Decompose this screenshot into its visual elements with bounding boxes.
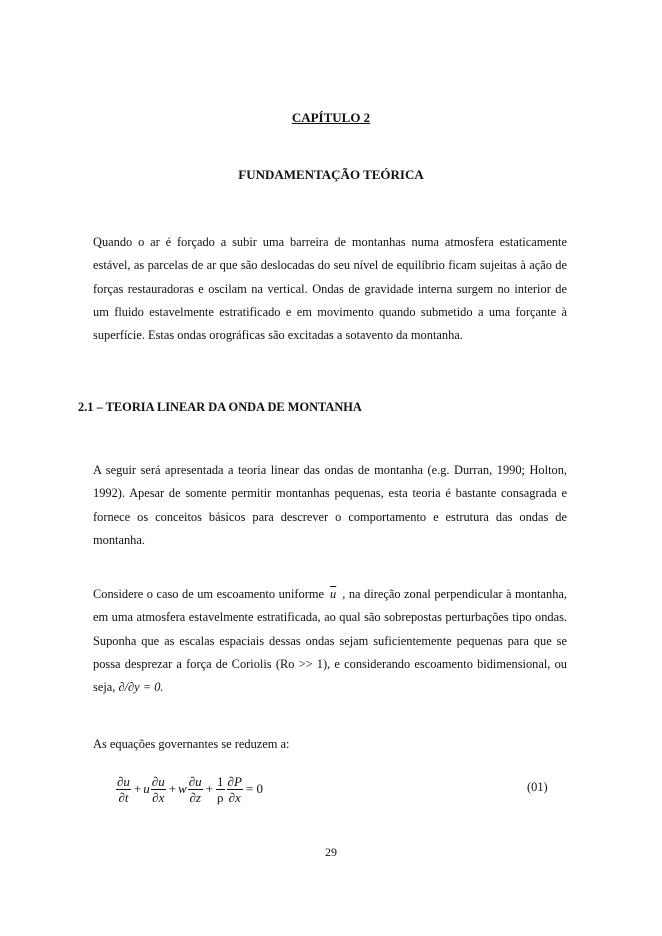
eq-term-4-denominator: ρ — [217, 789, 224, 805]
eq-term-4 — [216, 774, 225, 805]
equation-number: (01) — [527, 780, 548, 794]
consider-text-after: , na direção zonal perpendicular à montanha, em uma atmosfera estavelmente estratificada, ao qual são sobrepostas perturbações tipo ondas. Suponha que as escalas espaciais dessas ondas sejam suficientemente pequenas para que se possa desprezar a força de Coriolis (Ro >> 1), e considerando escoamento bidimensional, ou seja, — [93, 587, 567, 695]
eq-plus-3: + — [205, 781, 214, 796]
eq-term-1 — [116, 774, 131, 805]
eq-term-3-numerator: ∂u — [188, 773, 202, 789]
eq-term-5 — [227, 774, 243, 805]
eq-term-4-numerator: 1 — [217, 773, 224, 789]
momentum-equation — [115, 764, 265, 814]
eq-term-2-numerator: ∂u — [151, 773, 165, 789]
equations-intro: As equações governantes se reduzem a: — [93, 737, 290, 751]
consider-text-before: Considere o caso de um escoamento uniforme — [93, 587, 325, 601]
intro-paragraph: Quando o ar é forçado a subir uma barreira de montanhas numa atmosfera estaticamente estável, as parcelas de ar que são deslocadas do seu nível de equilíbrio ficam sujeitas à ação de forças restauradoras e oscilam na vertical. Ondas de gravidade interna surgem no interior de um fluido estavelmente estratificado e em movimento quando submetido a uma forçante à superfície. Estas ondas orográficas são excitadas a sotavento da montanha. — [93, 235, 567, 343]
section-heading: 2.1 – TEORIA LINEAR DA ONDA DE MONTANHA — [78, 400, 362, 414]
eq-coef-w: w — [178, 781, 187, 796]
eq-plus-2: + — [168, 781, 177, 796]
eq-term-1-denominator: ∂t — [118, 789, 129, 805]
chapter-label: CAPÍTULO 2 — [291, 110, 371, 125]
eq-term-2-denominator: ∂x — [152, 789, 165, 805]
mean-wind-symbol: $\overline{u}$ — [330, 587, 337, 601]
chapter-title: FUNDAMENTAÇÃO TEÓRICA — [238, 167, 424, 182]
eq-term-3 — [188, 774, 203, 805]
eq-term-3-denominator: ∂z — [189, 789, 201, 805]
eq-rhs: = 0 — [245, 781, 263, 796]
page-number: 29 — [325, 845, 337, 859]
two-dimensional-condition: ∂/∂y = 0. — [118, 680, 164, 695]
eq-term-2 — [151, 774, 166, 805]
consider-paragraph — [93, 583, 567, 699]
eq-term-5-numerator: ∂P — [227, 773, 242, 789]
section-paragraph: A seguir será apresentada a teoria linear das ondas de montanha (e.g. Durran, 1990; Holton, 1992). Apesar de somente permitir montanhas pequenas, esta teoria é bastante consagrada e fornece os conceitos básicos para descrever o comportamento e estrutura das ondas de montanha. — [93, 463, 567, 547]
eq-coef-u: u — [143, 781, 150, 796]
eq-term-1-numerator: ∂u — [117, 773, 130, 789]
eq-plus-1: + — [133, 781, 142, 796]
eq-term-5-denominator: ∂x — [228, 789, 241, 805]
